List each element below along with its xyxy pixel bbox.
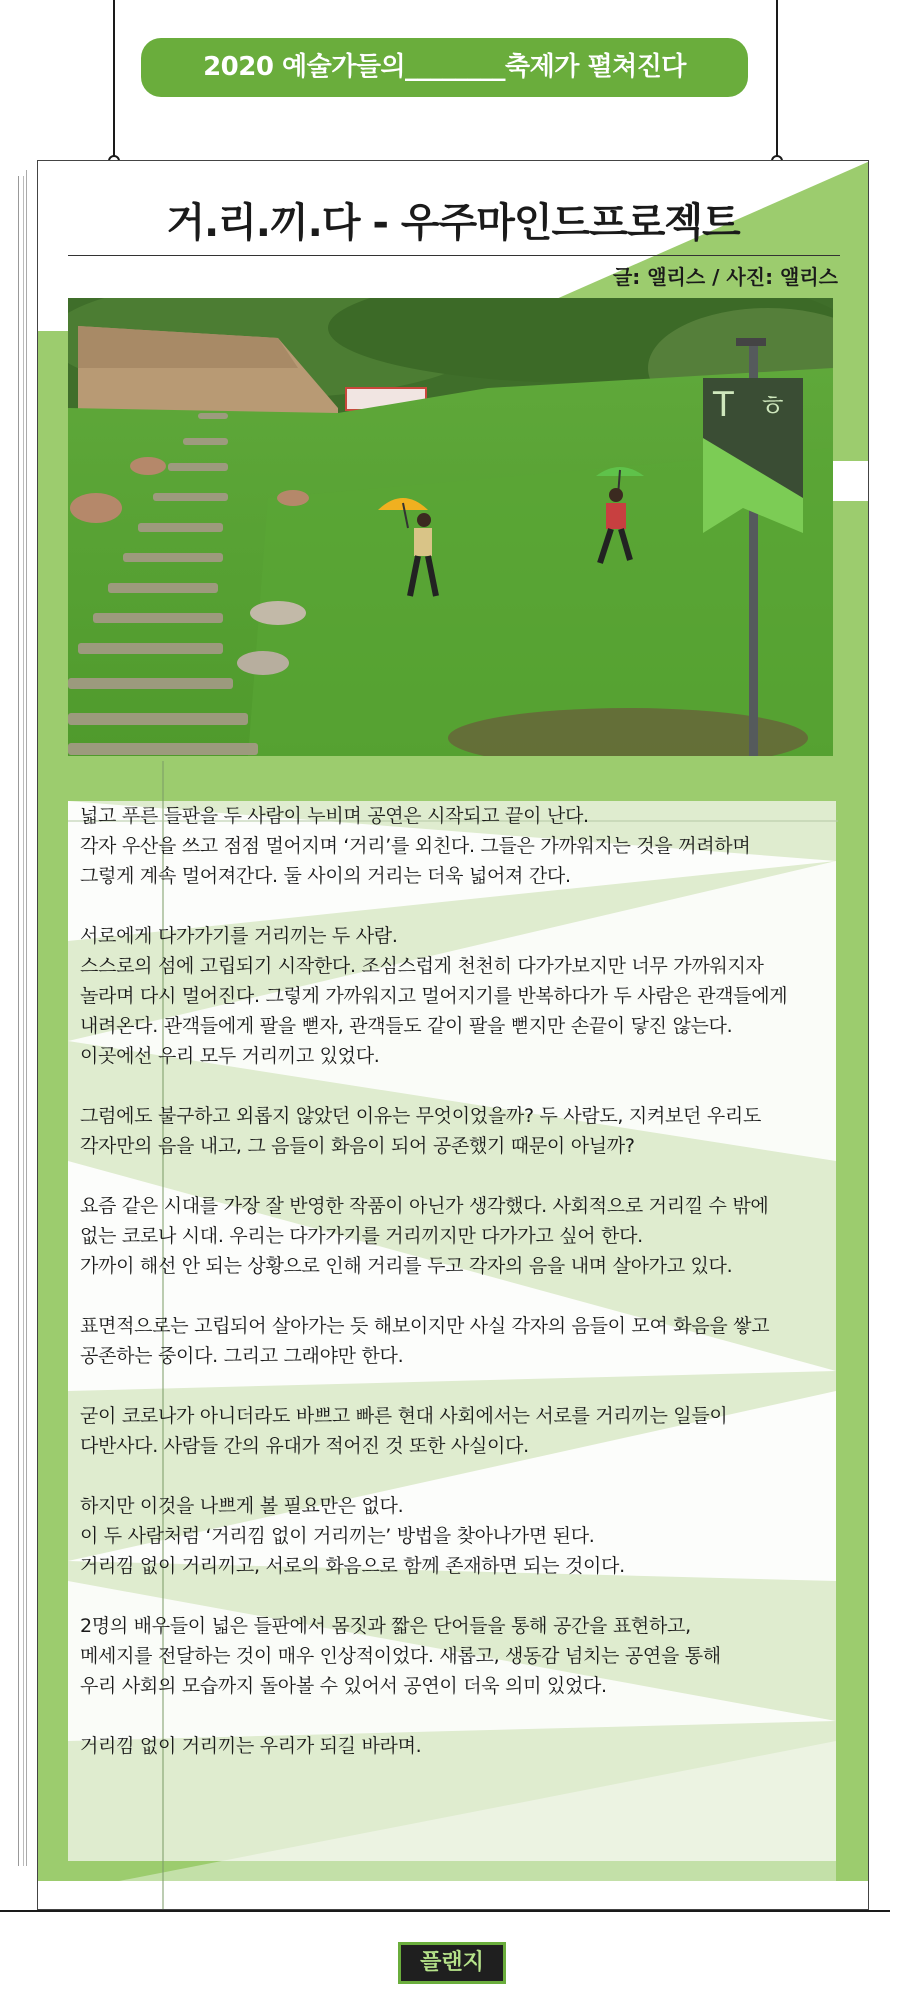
article-paragraph: 표면적으로는 고립되어 살아가는 듯 해보이지만 사실 각자의 음들이 모여 화음을 쌓고 공존하는 중이다. 그리고 그래야만 한다. xyxy=(80,1315,770,1367)
paper-shadow xyxy=(26,170,31,1866)
performance-photo xyxy=(68,298,833,756)
footer-logo: 플랜지 xyxy=(398,1942,506,1984)
article-paragraph: 그럼에도 불구하고 외롭지 않았던 이유는 무엇이었을까? 두 사람도, 지켜보던 우리도 각자만의 음을 내고, 그 음들이 화음이 되어 공존했기 때문이 아닐까? xyxy=(80,1105,762,1157)
title-divider xyxy=(68,255,840,256)
article-paragraph: 넓고 푸른 들판을 두 사람이 누비며 공연은 시작되고 끝이 난다. 각자 우산을 쓰고 점점 멀어지며 ‘거리’를 외친다. 그들은 가까워지는 것을 꺼려하며 그렇게 계속 멀어져간다. 둘 사이의 거리는 더욱 넓어져 간다. xyxy=(80,805,751,887)
hanging-string-left xyxy=(113,0,115,162)
bottom-divider xyxy=(0,1910,890,1912)
pole-flag-text: T xyxy=(713,385,734,425)
article-paragraph: 2명의 배우들이 넓은 들판에서 몸짓과 짧은 단어들을 통해 공간을 표현하고, 메세지를 전달하는 것이 매우 인상적이었다. 새롭고, 생동감 넘치는 공연을 통해 우리 사회의 모습까지 돌아볼 수 있어서 공연이 더욱 의미 있었다. xyxy=(80,1615,721,1697)
article-paragraph: 서로에게 다가가기를 거리끼는 두 사람. 스스로의 섬에 고립되기 시작한다. 조심스럽게 천천히 다가가보지만 너무 가까워지자 놀라며 다시 멀어진다. 그렇게 가까워지고 멀어지기를 반복하다가 두 사람은 관객들에게 내려온다. 관객들에게 팔을 뻗자, 관객들도 같이 팔을 뻗지만 손끝이 닿진 않는다. 이곳에선 우리 모두 거리끼고 있었다. xyxy=(80,925,788,1067)
article-title: 거.리.끼.다 - 우주마인드프로젝트 xyxy=(166,200,740,246)
article-body xyxy=(80,801,840,1791)
article-paragraph: 굳이 코로나가 아니더라도 바쁘고 빠른 현대 사회에서는 서로를 거리끼는 일들이 다반사다. 사람들 간의 유대가 적어진 것 또한 사실이다. xyxy=(80,1405,728,1457)
article-paragraph: 거리낌 없이 거리끼는 우리가 되길 바라며. xyxy=(80,1735,422,1757)
pole-flag-text: ㅎ xyxy=(758,389,787,424)
hanging-string-right xyxy=(776,0,778,162)
article-paragraph: 요즘 같은 시대를 가장 잘 반영한 작품이 아닌가 생각했다. 사회적으로 거리낄 수 밖에 없는 코로나 시대. 우리는 다가가기를 거리끼지만 다가가고 싶어 한다. 가까이 해선 안 되는 상황으로 인해 거리를 두고 각자의 음을 내며 살아가고 있다. xyxy=(80,1195,769,1277)
article-byline: 글: 앨리스 / 사진: 앨리스 xyxy=(612,265,838,289)
article-card xyxy=(37,160,869,1910)
article-paragraph: 하지만 이것을 나쁘게 볼 필요만은 없다. 이 두 사람처럼 ‘거리낌 없이 거리끼는’ 방법을 찾아나가면 된다. 거리낌 없이 거리끼고, 서로의 화음으로 함께 존재하면 되는 것이다. xyxy=(80,1495,625,1577)
festival-banner: 2020 예술가들의________축제가 펼쳐진다 xyxy=(141,38,748,97)
paper-shadow xyxy=(18,176,24,1866)
